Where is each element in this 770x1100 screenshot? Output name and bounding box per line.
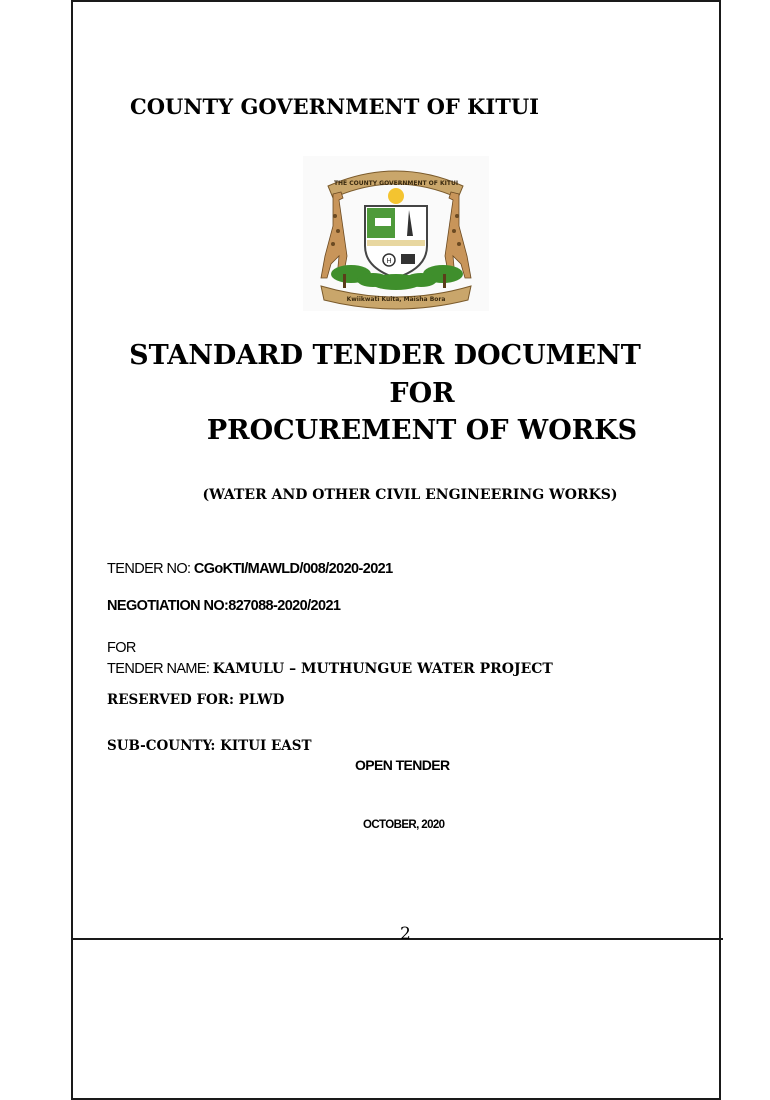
title-subtitle: (WATER AND OTHER CIVIL ENGINEERING WORKS) <box>202 487 618 503</box>
svg-text:Kwiikwati Kuita, Maisha Bora: Kwiikwati Kuita, Maisha Bora <box>346 296 446 303</box>
negotiation-number: NEGOTIATION NO:827088-2020/2021 <box>107 598 341 614</box>
page-break-divider <box>71 938 723 940</box>
tender-name-value: KAMULU – MUTHUNGUE WATER PROJECT <box>212 661 553 677</box>
tender-name <box>107 661 553 678</box>
for-label: FOR <box>107 640 136 656</box>
svg-text:H: H <box>386 257 392 265</box>
document-date: OCTOBER, 2020 <box>363 819 445 831</box>
page-number: 2 <box>400 924 411 944</box>
title-line-1: STANDARD TENDER DOCUMENT <box>129 340 641 371</box>
county-heading: COUNTY GOVERNMENT OF KITUI <box>130 94 539 119</box>
sub-county: SUB-COUNTY: KITUI EAST <box>107 738 312 754</box>
title-line-2: FOR <box>389 378 455 409</box>
reserved-for: RESERVED FOR: PLWD <box>107 692 285 708</box>
tender-number-label: TENDER NO: <box>107 561 194 577</box>
svg-text:THE COUNTY GOVERNMENT OF KITUI: THE COUNTY GOVERNMENT OF KITUI <box>333 180 459 187</box>
tender-number <box>107 561 393 577</box>
open-tender-label: OPEN TENDER <box>355 757 450 773</box>
county-coat-of-arms-logo <box>303 156 489 311</box>
tender-number-value: CGoKTI/MAWLD/008/2020-2021 <box>193 561 393 577</box>
tender-name-label: TENDER NAME: <box>107 661 213 677</box>
title-line-3: PROCUREMENT OF WORKS <box>206 415 638 446</box>
